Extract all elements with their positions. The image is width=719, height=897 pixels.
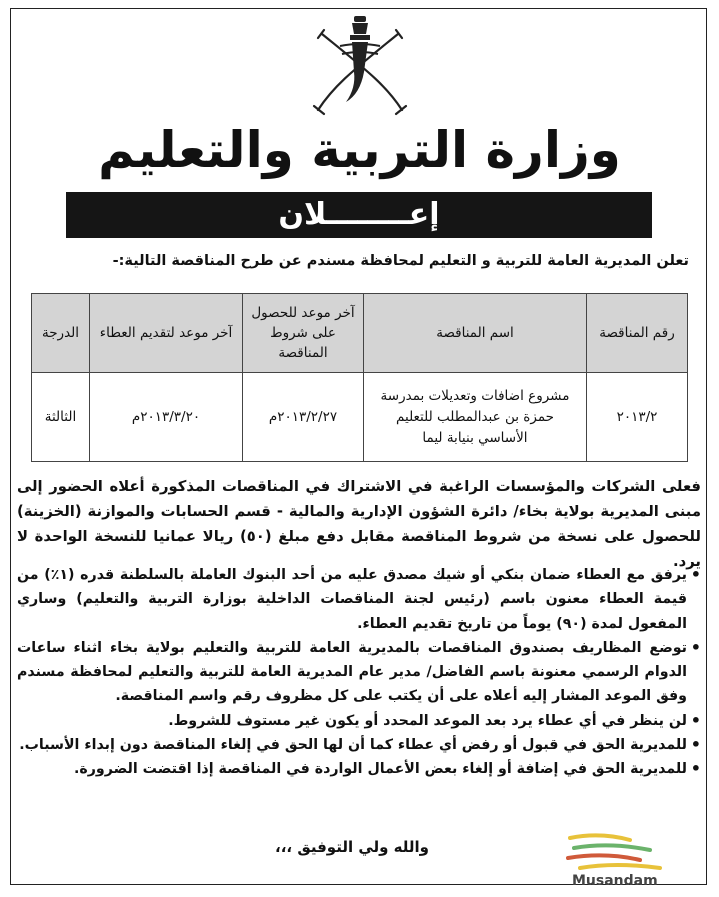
intro-text: تعلن المديرية العامة للتربية و التعليم لمحافظة مسندم عن طرح المناقصة التالية:- [112, 253, 689, 269]
list-item: • للمديرية الحق في إضافة أو إلغاء بعض الأعمال الواردة في المناقصة إذا اقتضت الضرورة. [17, 757, 701, 781]
ministry-title: وزارة التربية والتعليم [98, 121, 621, 179]
tender-table [31, 293, 688, 462]
grade-cell: الثالثة [32, 373, 90, 462]
tender-number-cell: ٢٠١٣/٢ [587, 373, 688, 462]
list-item: • للمديرية الحق في قبول أو رفض أي عطاء كما أن لها الحق في إلغاء المناقصة دون إبداء الأسباب. [17, 733, 701, 757]
list-item: • توضع المظاريف بصندوق المناقصات بالمديرية العامة للتربية والتعليم بولاية بخاء اثناء ساعات الدوام الرسمي معنونة باسم الفاضل/ مدير عام المديرية العامة للتربية والتعليم لمحافظة مسندم وفق الموعد المشار إليه أعلاه على أن يكتب على كل مظروف رقم واسم المناقصة. [17, 636, 701, 709]
column-header-tender-name: اسم المناقصة [364, 294, 587, 373]
instructions-paragraph: فعلى الشركات والمؤسسات الراغبة في الاشتراك في المناقصات المذكورة أعلاه الحضور إلى مبنى المديرية بولاية بخاء/ دائرة الشؤون الإدارية والمالية - قسم الحسابات والموازنة (الخزينة) للحصول على نسخة من شروط المناقصة مقابل دفع مبلغ (٥٠) ريالا عمانيا للنسخة الواحدة لا يرد. [17, 478, 701, 570]
watermark-text: Musandam [572, 873, 658, 889]
terms-deadline-cell: ٢٠١٣/٢/٢٧م [243, 373, 364, 462]
bid-deadline-cell: ٢٠١٣/٣/٢٠م [90, 373, 243, 462]
table-row [32, 373, 688, 462]
list-item: • يرفق مع العطاء ضمان بنكي أو شيك مصدق عليه من أحد البنوك العاملة بالسلطنة قدره (١٪) من قيمة العطاء معنون باسم (رئيس لجنة المناقصات الداخلية بوزارة التربية والتعليم) وساري المفعول لمدة (٩٠) يوماً من تاريخ تقديم العطاء. [17, 563, 701, 636]
tender-name-cell: مشروع اضافات وتعديلات بمدرسة حمزة بن عبدالمطلب للتعليم الأساسي بنيابة ليما [364, 373, 587, 462]
emblem-icon [300, 14, 420, 119]
conditions-list [17, 563, 701, 782]
column-header-terms-deadline: آخر موعد للحصول على شروط المناقصة [243, 294, 364, 373]
table-header-row [32, 294, 688, 373]
closing-text: والله ولي التوفيق ،،، [275, 838, 429, 856]
column-header-bid-deadline: آخر موعد لتقديم العطاء [90, 294, 243, 373]
column-header-grade: الدرجة [32, 294, 90, 373]
column-header-tender-number: رقم المناقصة [587, 294, 688, 373]
announcement-banner: إعــــــــلان [66, 192, 652, 238]
list-item: • لن ينظر في أي عطاء يرد بعد الموعد المحدد أو يكون غير مستوف للشروط. [17, 709, 701, 733]
